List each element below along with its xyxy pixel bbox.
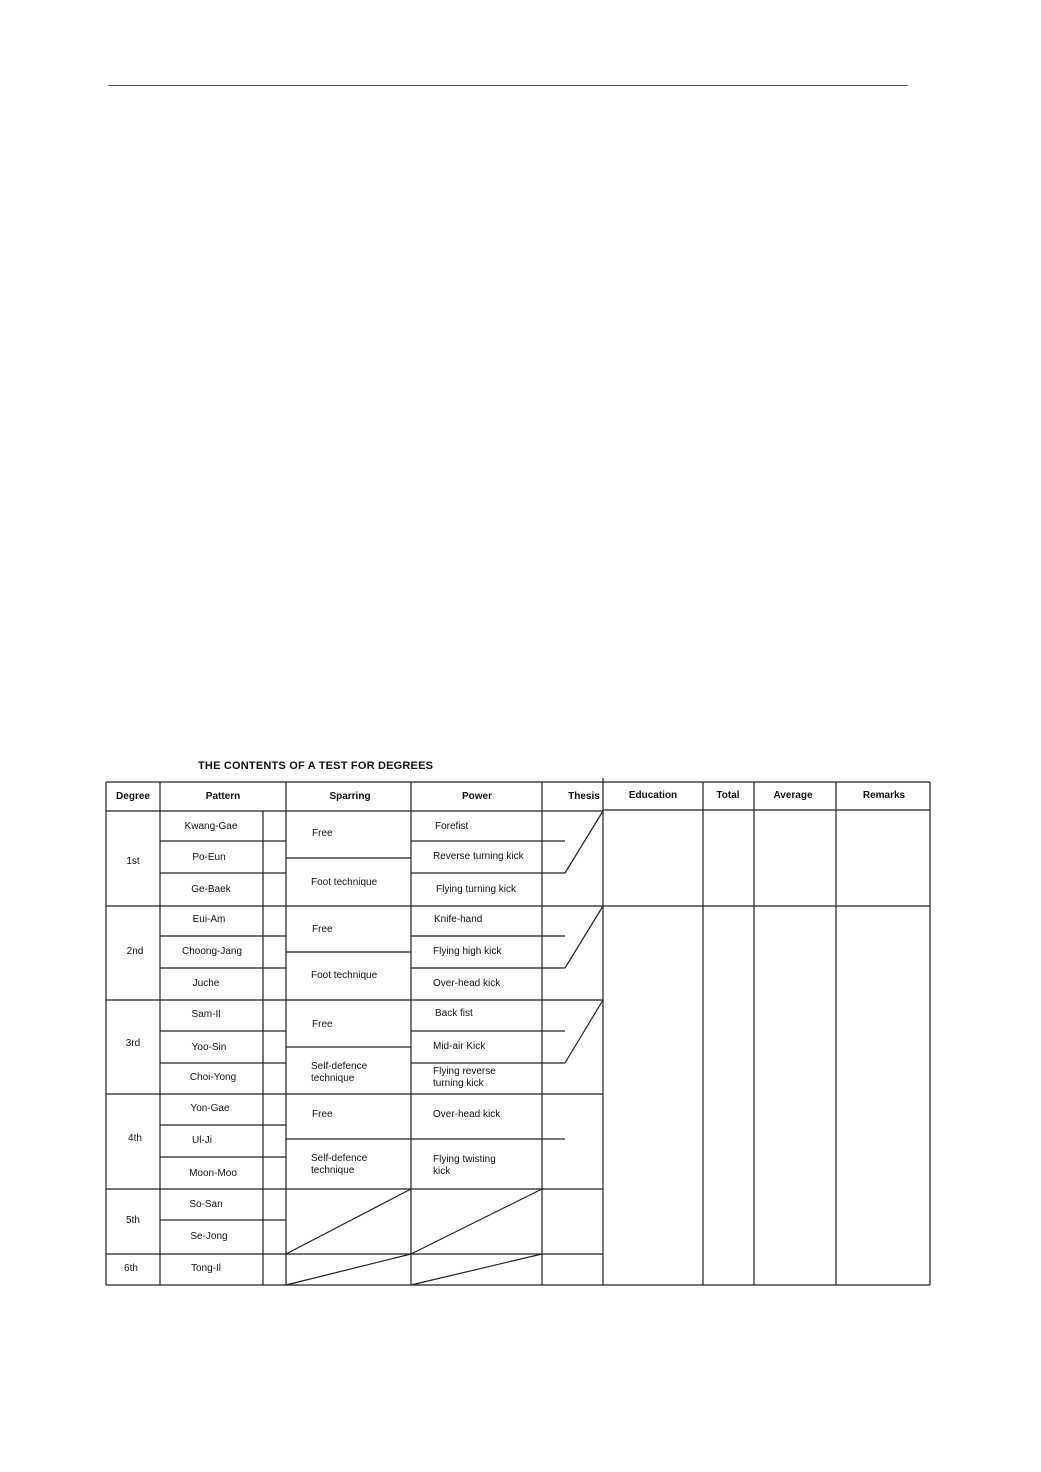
sparring-type: Foot technique	[311, 877, 378, 888]
power-technique: Reverse turning kick	[433, 851, 524, 862]
power-technique: Forefist	[435, 821, 469, 832]
pattern-name: Tong-Il	[190, 1263, 222, 1274]
power-technique: Flying twisting kick	[433, 1154, 496, 1177]
header-degree: Degree	[116, 791, 150, 802]
degree-label: 6th	[124, 1263, 138, 1274]
sparring-type: Free	[312, 924, 333, 935]
power-technique: Flying high kick	[433, 946, 502, 957]
header-pattern: Pattern	[205, 791, 241, 802]
pattern-name: Ul-Ji	[192, 1135, 212, 1146]
header-thesis: Thesis	[568, 791, 600, 802]
pattern-name: Yon-Gae	[190, 1103, 230, 1114]
header-total: Total	[716, 790, 740, 801]
pattern-name: Eui-Am	[192, 914, 226, 925]
sparring-type: Self-defence technique	[311, 1061, 368, 1084]
pattern-name: Juche	[192, 978, 220, 989]
power-technique: Flying reverse turning kick	[433, 1066, 496, 1089]
degree-label: 2nd	[126, 946, 144, 957]
sparring-type: Foot technique	[311, 970, 378, 981]
pattern-name: So-San	[189, 1199, 223, 1210]
header-sparring: Sparring	[329, 791, 371, 802]
power-technique: Back fist	[435, 1008, 473, 1019]
header-average: Average	[773, 790, 813, 801]
power-technique: Flying turning kick	[436, 884, 517, 895]
header-remarks: Remarks	[862, 790, 906, 801]
pattern-name: Se-Jong	[190, 1231, 228, 1242]
pattern-name: Sam-Il	[191, 1009, 221, 1020]
pattern-name: Po-Eun	[192, 852, 226, 863]
pattern-name: Kwang-Gae	[184, 821, 238, 832]
pattern-name: Choong-Jang	[181, 946, 243, 957]
degree-label: 5th	[126, 1215, 140, 1226]
degree-label: 3rd	[125, 1038, 141, 1049]
power-technique: Mid-air Kick	[433, 1041, 486, 1052]
header-education: Education	[628, 790, 678, 801]
sparring-type: Free	[312, 1109, 333, 1120]
power-technique: Over-head kick	[433, 1109, 501, 1120]
sparring-type: Free	[312, 828, 333, 839]
table-title: THE CONTENTS OF A TEST FOR DEGREES	[198, 760, 434, 772]
pattern-name: Choi-Yong	[189, 1072, 237, 1083]
pattern-name: Moon-Moo	[189, 1168, 237, 1179]
pattern-name: Yoo-Sin	[191, 1042, 227, 1053]
pattern-name: Ge-Baek	[191, 884, 231, 895]
sparring-type: Self-defence technique	[311, 1153, 368, 1176]
power-technique: Knife-hand	[434, 914, 483, 925]
power-technique: Over-head kick	[433, 978, 501, 989]
sparring-type: Free	[312, 1019, 333, 1030]
header-power: Power	[461, 791, 493, 802]
degree-label: 4th	[128, 1133, 142, 1144]
degree-label: 1st	[126, 856, 140, 867]
